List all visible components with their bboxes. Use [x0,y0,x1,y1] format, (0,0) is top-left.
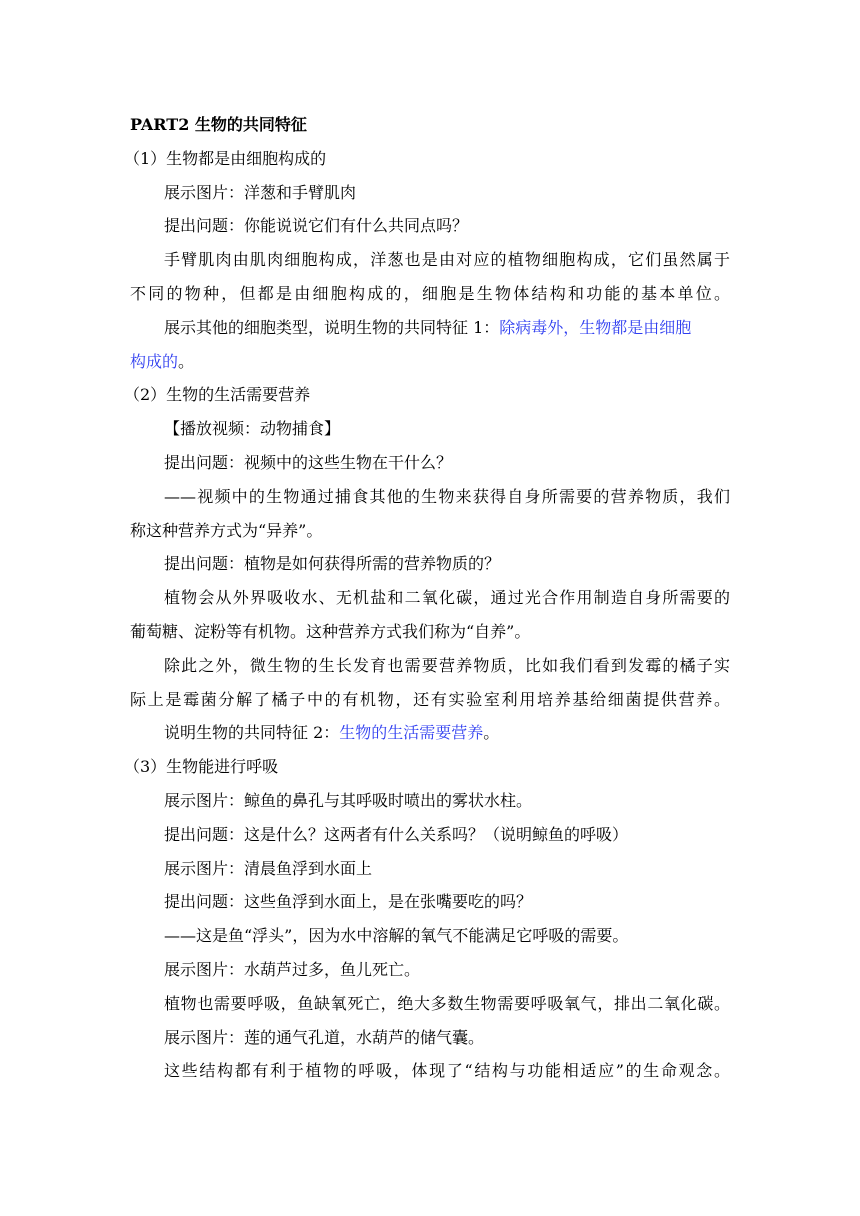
section-1-title: （1）生物都是由细胞构成的 [124,148,327,168]
section-3-paragraph-1: 展示图片：鲸鱼的鼻孔与其呼吸时喷出的雾状水柱。 [164,790,533,810]
section-1-paragraph-3-line-1: 手臂肌肉由肌肉细胞构成，洋葱也是由对应的植物细胞构成，它们虽然属于 [164,250,730,270]
section-1-paragraph-4-line-1 [130,311,730,345]
section-3-paragraph-7: 植物也需要呼吸，鱼缺氧死亡，绝大多数生物需要呼吸氧气，排出二氧化碳。 [164,993,730,1013]
section-2-paragraph-6-line-1: 除此之外，微生物的生长发育也需要营养物质，比如我们看到发霉的橘子实 [164,655,730,675]
feature-1-period: 。 [178,351,195,371]
section-2-title: （2）生物的生活需要营养 [124,385,311,405]
section-3-paragraph-5: ——这是鱼“浮头”，因为水中溶解的氧气不能满足它呼吸的需要。 [164,926,629,946]
section-2-paragraph-5-line-2: 葡萄糖、淀粉等有机物。这种营养方式我们称为“自养”。 [130,621,531,641]
section-2-paragraph-1: 【播放视频：动物捕食】 [164,419,341,439]
section-3-paragraph-4: 提出问题：这些鱼浮到水面上，是在张嘴要吃的吗？ [164,892,533,912]
document-body [124,108,730,1088]
section-2-paragraph-3-line-1: ——视频中的生物通过捕食其他的生物来获得自身所需要的营养物质，我们 [164,486,730,506]
feature-2-intro-text: 说明生物的共同特征 2： [164,723,340,743]
section-3-paragraph-8: 展示图片：莲的通气孔道，水葫芦的储气囊。 [164,1027,485,1047]
feature-2-period: 。 [483,723,500,743]
section-1-paragraph-1: 展示图片：洋葱和手臂肌肉 [164,182,357,202]
section-3-title: （3）生物能进行呼吸 [124,757,279,777]
section-3-paragraph-6: 展示图片：水葫芦过多，鱼儿死亡。 [164,959,421,979]
feature-1-highlight-part-1: 除病毒外，生物都是由细胞 [499,317,692,337]
section-2-paragraph-2: 提出问题：视频中的这些生物在干什么？ [164,452,453,472]
feature-1-highlight-part-2: 构成的 [130,351,179,371]
section-2-paragraph-5-line-1: 植物会从外界吸收水、无机盐和二氧化碳，通过光合作用制造自身所需要的 [164,588,730,608]
feature-1-intro-text: 展示其他的细胞类型，说明生物的共同特征 1： [164,317,500,337]
section-3-paragraph-2: 提出问题：这是什么？这两者有什么关系吗？（说明鲸鱼的呼吸） [164,824,629,844]
section-2-paragraph-3-line-2: 称这种营养方式为“异养”。 [130,520,323,540]
section-1-paragraph-2: 提出问题：你能说说它们有什么共同点吗？ [164,216,469,236]
section-1-paragraph-4-line-2 [130,345,730,379]
section-1-paragraph-3-line-2: 不同的物种，但都是由细胞构成的，细胞是生物体结构和功能的基本单位。 [130,283,730,303]
section-3-paragraph-3: 展示图片：清晨鱼浮到水面上 [164,858,373,878]
section-3-paragraph-9: 这些结构都有利于植物的呼吸，体现了“结构与功能相适应”的生命观念。 [164,1061,730,1081]
section-2-paragraph-4: 提出问题：植物是如何获得所需的营养物质的？ [164,554,501,574]
section-2-paragraph-6-line-2: 际上是霉菌分解了橘子中的有机物，还有实验室利用培养基给细菌提供营养。 [130,689,730,709]
feature-2-highlight: 生物的生活需要营养 [339,723,484,743]
document-heading: PART2 生物的共同特征 [130,115,307,134]
section-2-paragraph-7 [130,716,730,750]
